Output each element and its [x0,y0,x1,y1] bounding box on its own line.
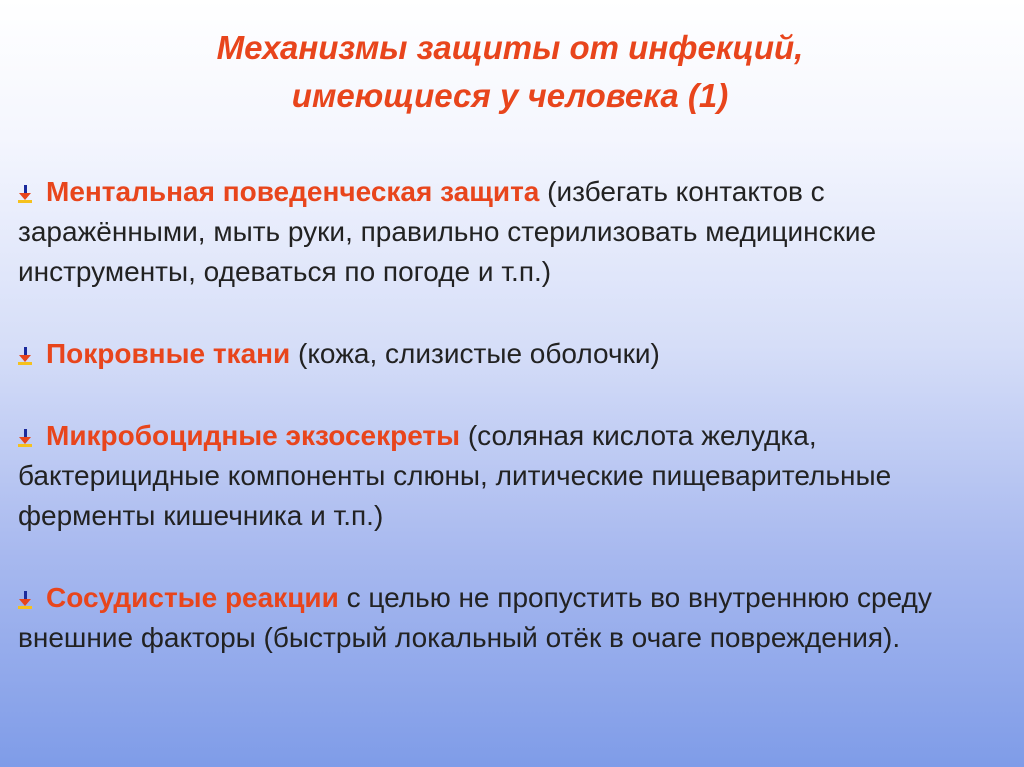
down-arrow-bullet-icon [18,185,32,203]
bullet-item-behavioral-defense [18,172,1006,292]
bullet-term: Ментальная поведенческая защита [46,176,540,207]
bullet-item-integumentary-tissues [18,334,1006,374]
down-arrow-bullet-icon [18,429,32,447]
bullet-text: (кожа, слизистые оболочки) [290,338,660,369]
bullet-item-vascular-reactions [18,578,1006,658]
bullet-text: (избегать контактов с заражёнными, мыть руки, правильно стерилизовать медицинские инструменты, одеваться по погоде и т.п.) [18,176,877,287]
bullet-term: Покровные ткани [46,338,291,369]
title-line-1: Механизмы защиты от инфекций, [216,29,804,66]
slide-title [100,24,920,120]
down-arrow-bullet-icon [18,591,32,609]
title-line-2: имеющиеся у человека (1) [291,77,729,114]
bullet-item-microbicidal-exosecretions [18,416,1006,536]
bullet-text: с целью не пропустить во внутреннюю среду внешние факторы (быстрый локальный отёк в очаге повреждения). [18,582,932,653]
bullet-list [18,172,1006,700]
bullet-term: Микробоцидные экзосекреты [46,420,461,451]
bullet-text: (соляная кислота желудка, бактерицидные компоненты слюны, литические пищеварительные ферменты кишечника и т.п.) [18,420,892,531]
bullet-term: Сосудистые реакции [46,582,339,613]
down-arrow-bullet-icon [18,347,32,365]
